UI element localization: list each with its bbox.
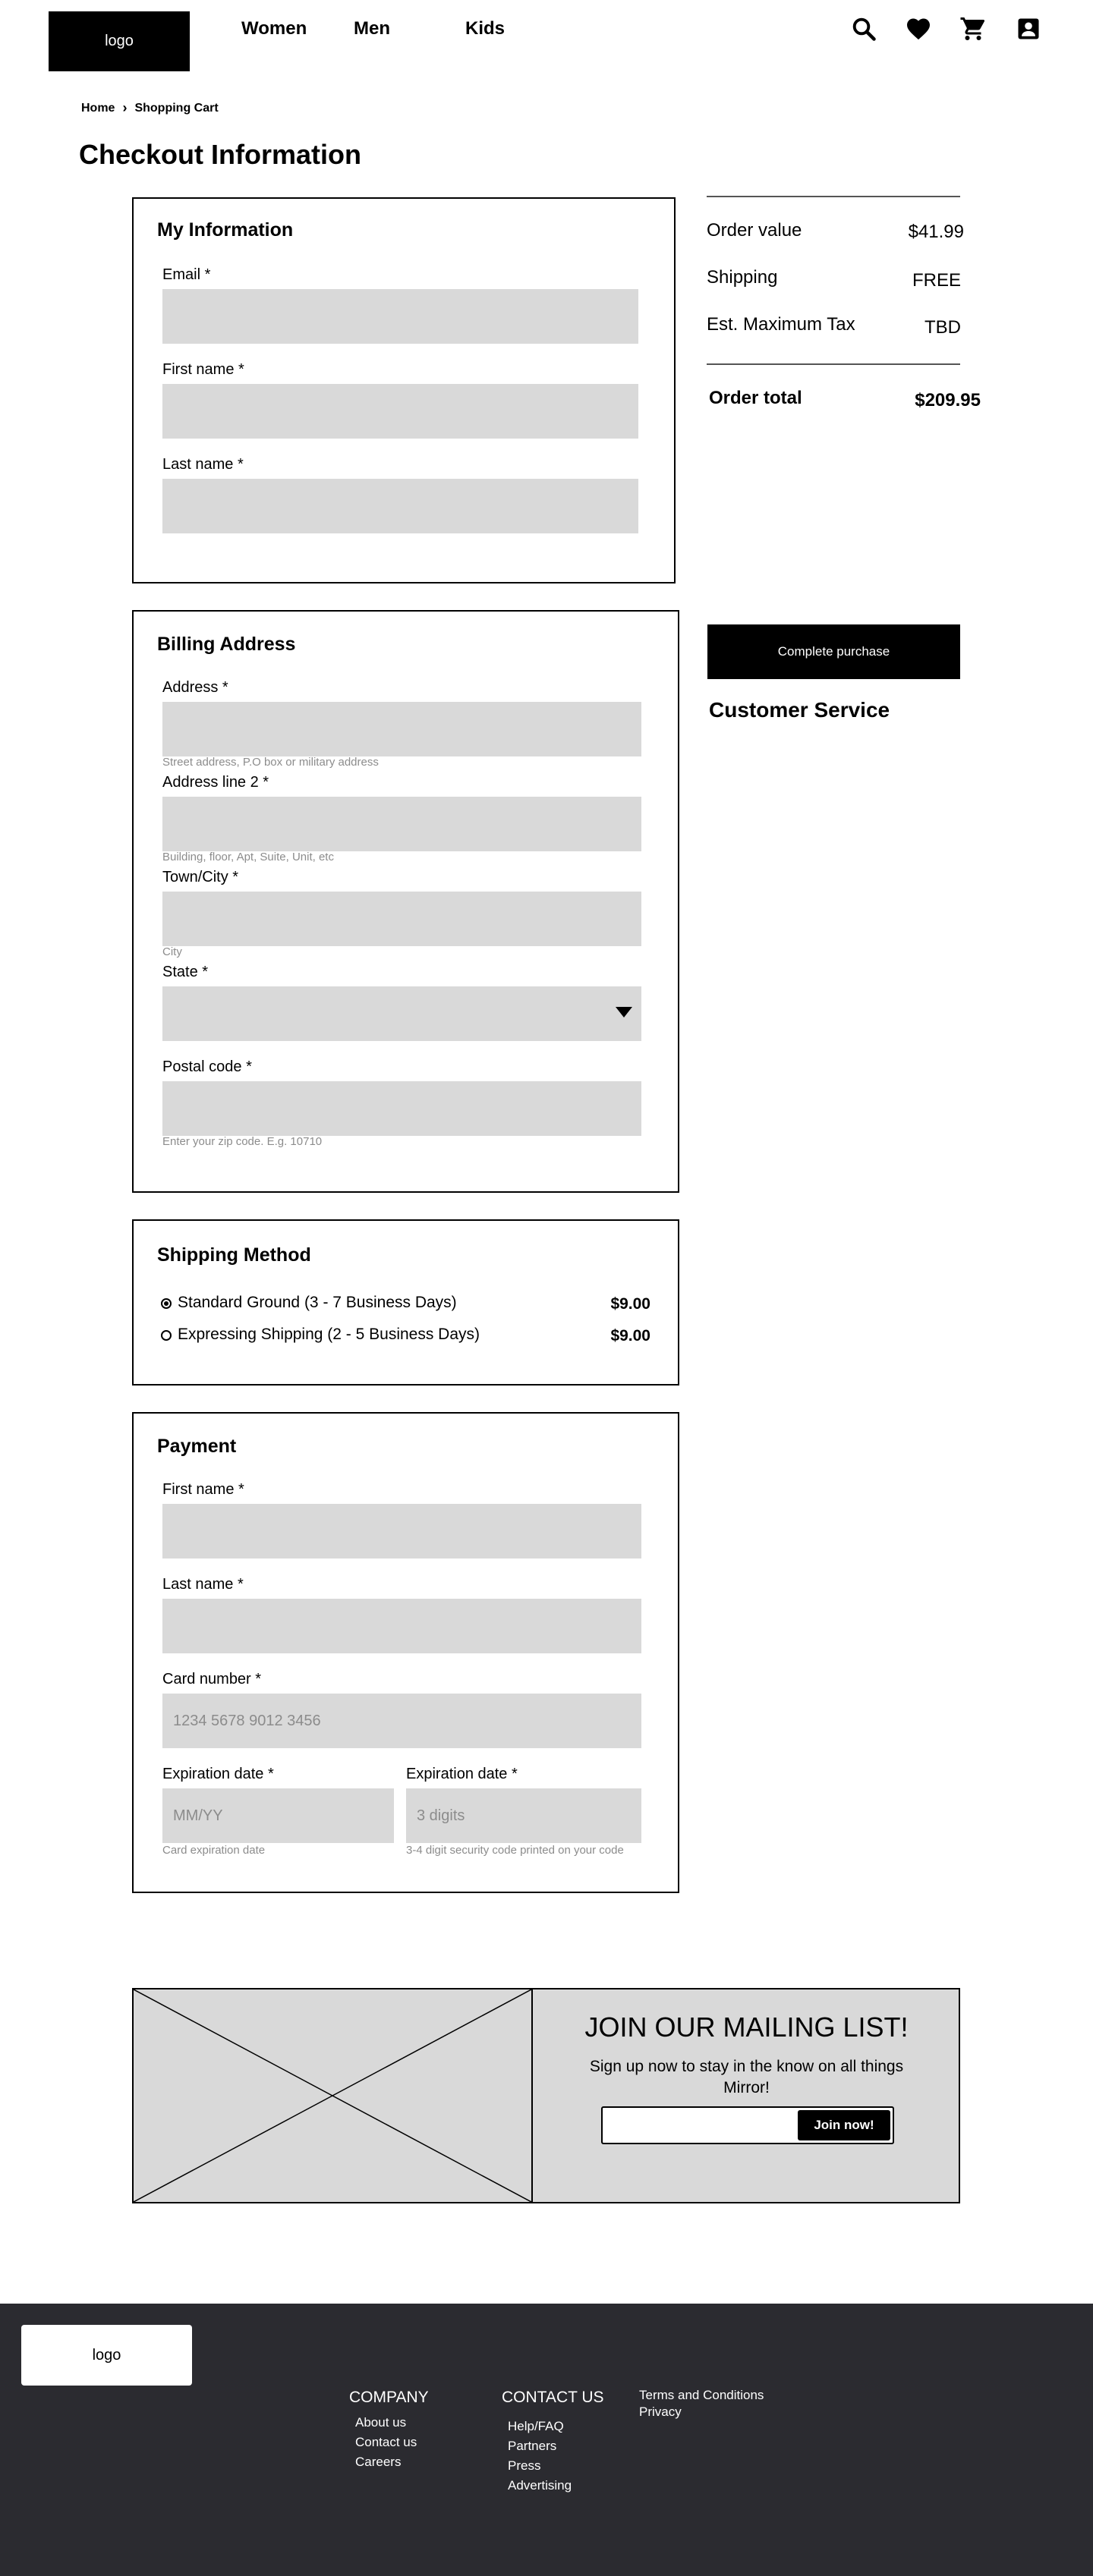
footer-link-contact[interactable]: Contact us	[355, 2435, 417, 2449]
security-code-input[interactable]	[406, 1788, 641, 1843]
breadcrumb	[81, 100, 219, 116]
payment-card	[132, 1412, 679, 1893]
billing-address-card	[132, 610, 679, 1193]
city-input[interactable]	[162, 892, 641, 946]
placeholder-image	[134, 1989, 533, 2202]
last-name-input[interactable]	[162, 479, 638, 533]
footer-link-about[interactable]: About us	[355, 2415, 407, 2430]
footer-link-help[interactable]: Help/FAQ	[508, 2419, 564, 2433]
shipping-cost: FREE	[912, 270, 961, 291]
heart-icon[interactable]	[905, 15, 932, 42]
mailing-title: JOIN OUR MAILING LIST!	[584, 2011, 909, 2043]
payment-first-name-label: First name *	[162, 1481, 244, 1498]
card-number-label: Card number *	[162, 1671, 262, 1687]
tax-value: TBD	[924, 317, 961, 338]
shipping-title: Shipping Method	[157, 1244, 311, 1266]
radio-standard[interactable]	[161, 1298, 172, 1309]
shipping-option-label: Standard Ground (3 - 7 Business Days)	[178, 1294, 457, 1311]
state-select[interactable]	[162, 986, 641, 1041]
my-information-title: My Information	[157, 219, 294, 241]
card-number-input[interactable]	[162, 1694, 641, 1748]
mailing-email-input[interactable]	[606, 2111, 802, 2140]
payment-last-name-label: Last name *	[162, 1576, 244, 1593]
nav-men[interactable]: Men	[354, 18, 390, 39]
shipping-option-price: $9.00	[610, 1327, 650, 1345]
postal-input[interactable]	[162, 1081, 641, 1136]
city-label: Town/City *	[162, 869, 239, 885]
nav-kids[interactable]: Kids	[465, 18, 506, 39]
cart-icon[interactable]	[959, 15, 987, 42]
mailing-subtitle: Sign up now to stay in the know on all things Mirror!	[589, 2058, 904, 2096]
my-information-card	[132, 197, 676, 583]
payment-title: Payment	[157, 1436, 237, 1457]
summary-divider	[707, 363, 960, 365]
search-icon[interactable]	[850, 15, 877, 42]
shipping-option-price: $9.00	[610, 1295, 650, 1313]
order-total: $209.95	[915, 390, 981, 410]
caret-down-icon	[616, 1007, 632, 1018]
footer-link-careers[interactable]: Careers	[355, 2455, 402, 2469]
postal-label: Postal code *	[162, 1058, 252, 1075]
order-total-label: Order total	[709, 388, 802, 408]
breadcrumb-current[interactable]: Shopping Cart	[134, 101, 219, 115]
postal-hint: Enter your zip code. E.g. 10710	[162, 1135, 323, 1148]
footer-link-terms[interactable]: Terms and Conditions	[639, 2388, 764, 2402]
expiration-label: Expiration date *	[162, 1766, 274, 1782]
mailing-list-banner	[132, 1988, 960, 2203]
shipping-option-label: Expressing Shipping (2 - 5 Business Days)	[178, 1326, 480, 1343]
order-value-label: Order value	[707, 220, 802, 241]
footer-company-heading: COMPANY	[349, 2389, 429, 2406]
security-code-hint: 3-4 digit security code printed on your code	[406, 1844, 624, 1857]
payment-last-name-input[interactable]	[162, 1599, 641, 1653]
summary-divider	[707, 196, 960, 197]
shipping-method-card	[132, 1219, 679, 1386]
state-label: State *	[162, 964, 209, 980]
email-label: Email *	[162, 266, 211, 283]
last-name-label: Last name *	[162, 456, 244, 473]
complete-purchase-button[interactable]: Complete purchase	[707, 624, 960, 679]
breadcrumb-home[interactable]: Home	[81, 101, 115, 115]
footer-contact-heading: CONTACT US	[502, 2389, 604, 2406]
address2-label: Address line 2 *	[162, 774, 269, 791]
shipping-cost-label: Shipping	[707, 267, 778, 288]
first-name-input[interactable]	[162, 384, 638, 439]
customer-service-link[interactable]: Customer Service	[709, 698, 890, 722]
security-code-label: Expiration date *	[406, 1766, 518, 1782]
address-hint: Street address, P.O box or military address	[162, 756, 379, 769]
account-icon[interactable]	[1015, 15, 1042, 42]
header-logo[interactable]: logo	[49, 11, 190, 71]
address-label: Address *	[162, 679, 228, 696]
radio-express[interactable]	[161, 1330, 172, 1341]
email-input[interactable]	[162, 289, 638, 344]
chevron-right-icon: ›	[122, 100, 128, 115]
city-hint: City	[162, 945, 182, 958]
first-name-label: First name *	[162, 361, 244, 378]
footer	[0, 2304, 1093, 2576]
expiration-hint: Card expiration date	[162, 1844, 266, 1857]
footer-link-privacy[interactable]: Privacy	[639, 2405, 682, 2419]
footer-logo[interactable]: logo	[21, 2325, 192, 2386]
address2-hint: Building, floor, Apt, Suite, Unit, etc	[162, 851, 334, 863]
expiration-input[interactable]	[162, 1788, 394, 1843]
nav-women[interactable]: Women	[241, 18, 307, 39]
address-input[interactable]	[162, 702, 641, 756]
order-value: $41.99	[908, 222, 964, 242]
mailing-form	[601, 2106, 894, 2144]
footer-link-advertising[interactable]: Advertising	[508, 2478, 572, 2493]
address2-input[interactable]	[162, 797, 641, 851]
payment-first-name-input[interactable]	[162, 1504, 641, 1558]
footer-link-press[interactable]: Press	[508, 2458, 541, 2473]
footer-link-partners[interactable]: Partners	[508, 2439, 557, 2453]
tax-label: Est. Maximum Tax	[707, 314, 855, 335]
billing-title: Billing Address	[157, 634, 296, 655]
join-now-button[interactable]: Join now!	[798, 2110, 890, 2140]
page-title: Checkout Information	[79, 139, 362, 170]
